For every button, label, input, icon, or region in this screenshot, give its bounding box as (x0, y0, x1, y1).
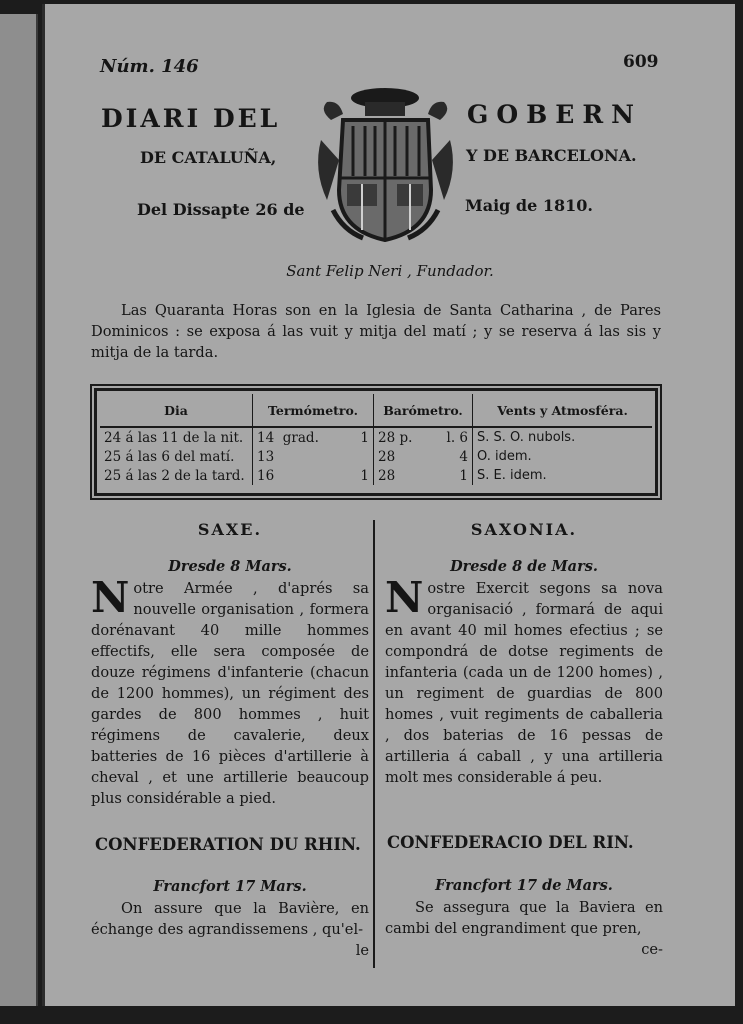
column-header-barometro: Barómetro. (374, 394, 473, 427)
right-column-article (385, 516, 663, 788)
left-section2-continuation: le (355, 942, 369, 959)
left-column-dateline: Dresde 8 Mars. (168, 558, 292, 575)
saint-of-day: Sant Felip Neri , Fundador. (286, 262, 494, 280)
left-section2-heading: CONFEDERATION DU RHIN. (95, 835, 361, 854)
left-column-text: otre Armée , d'aprés sa nouvelle organisation , formera dorénavant 40 mille hommes effectifs, elle sera composée de douze régimens d'infanterie (chacun de 1200 hommes), un régiment des gardes de 800 hommes , huit régimens de cavalerie, deux batteries de 16 pièces d'artillerie à cheval , et une artillerie beaucoup plus considérable a pied. (91, 580, 369, 807)
cell-barometro (374, 466, 473, 485)
masthead-title-left: DIARI DEL (101, 104, 281, 133)
masthead-date-left: Del Dissapte 26 de (137, 200, 305, 219)
left-dropcap: N (91, 573, 130, 622)
right-column-text: ostre Exercit segons sa nova organisació , formará de aqui en avant 40 mil homes efectius ; se compondrá de dotse regiments de infanteria (cada un de 1200 homes) , un regiment de guardias de 800 homes , vuit regiments de caballeria , dos baterias de 16 pessas de artilleria á caball , y una artilleria molt mes considerable á peu. (385, 580, 663, 786)
weather-table (94, 388, 658, 496)
termo-fraction: 1 (360, 429, 369, 446)
cell-dia: 25 á las 6 del matí. (100, 447, 253, 466)
table-row (100, 427, 652, 447)
cell-dia: 25 á las 2 de la tard. (100, 466, 253, 485)
baro-value: 28 (378, 467, 396, 484)
cell-termometro (253, 427, 374, 447)
right-column-heading: SAXONIA. (470, 520, 578, 539)
right-section2-dateline: Francfort 17 de Mars. (435, 877, 613, 894)
column-divider (373, 520, 375, 968)
facing-page-edge (0, 14, 38, 1006)
table-row (100, 466, 652, 485)
left-column-article (91, 516, 369, 809)
right-dropcap: N (385, 573, 424, 622)
left-section2 (91, 876, 369, 961)
issue-number: Núm. 146 (100, 56, 199, 77)
cell-termometro (253, 466, 374, 485)
cell-vents: S. E. idem. (477, 468, 547, 483)
termo-value: 14 (257, 429, 275, 446)
column-header-dia: Dia (100, 394, 253, 427)
cell-barometro (374, 447, 473, 466)
termo-unit: grad. (282, 429, 319, 446)
right-column-dateline: Dresde 8 de Mars. (450, 558, 598, 575)
right-column-body (385, 573, 663, 788)
column-header-termometro: Termómetro. (253, 394, 374, 427)
masthead-subtitle-left: DE CATALUÑA, (140, 148, 277, 167)
termo-value: 16 (257, 467, 275, 484)
masthead-date-right: Maig de 1810. (465, 196, 593, 215)
baro-lines: l. 6 (446, 429, 468, 446)
termo-fraction: 1 (360, 467, 369, 484)
masthead-subtitle-right: Y DE BARCELONA. (466, 146, 637, 165)
right-section2-text: Se assegura que la Baviera en cambi del engrandiment que pren, (385, 899, 663, 937)
column-header-vents: Vents y Atmosféra. (473, 394, 653, 427)
masthead-title-right: GOBERN (467, 100, 642, 129)
cell-dia: 24 á las 11 de la nit. (100, 427, 253, 447)
cell-barometro (374, 427, 473, 447)
termo-value: 13 (257, 448, 275, 465)
cell-termometro (253, 447, 374, 466)
right-section2 (385, 875, 663, 960)
page-number: 609 (623, 52, 659, 72)
coat-of-arms-icon (313, 80, 458, 245)
newspaper-page (42, 4, 735, 1006)
intro-paragraph: Las Quaranta Horas son en la Iglesia de Santa Catharina , de Pares Dominicos : se exposa á las vuit y mitja del matí ; y se reserva á las sis y mitja de la tarda. (91, 302, 661, 361)
baro-lines: 1 (459, 467, 468, 484)
left-section2-text: On assure que la Bavière, en échange des agrandissemens , qu'el- (91, 900, 369, 938)
left-column-body (91, 573, 369, 809)
cell-vents: S. S. O. nubols. (477, 430, 576, 445)
baro-value: 28 (378, 448, 396, 465)
right-section2-heading: CONFEDERACIO DEL RIN. (387, 833, 634, 852)
baro-lines: 4 (459, 448, 468, 465)
baro-value: 28 p. (378, 429, 413, 446)
cell-vents: O. idem. (477, 449, 532, 464)
table-row (100, 447, 652, 466)
left-section2-dateline: Francfort 17 Mars. (153, 878, 307, 895)
left-column-heading: SAXE. (197, 520, 263, 539)
right-section2-continuation: ce- (641, 941, 663, 958)
